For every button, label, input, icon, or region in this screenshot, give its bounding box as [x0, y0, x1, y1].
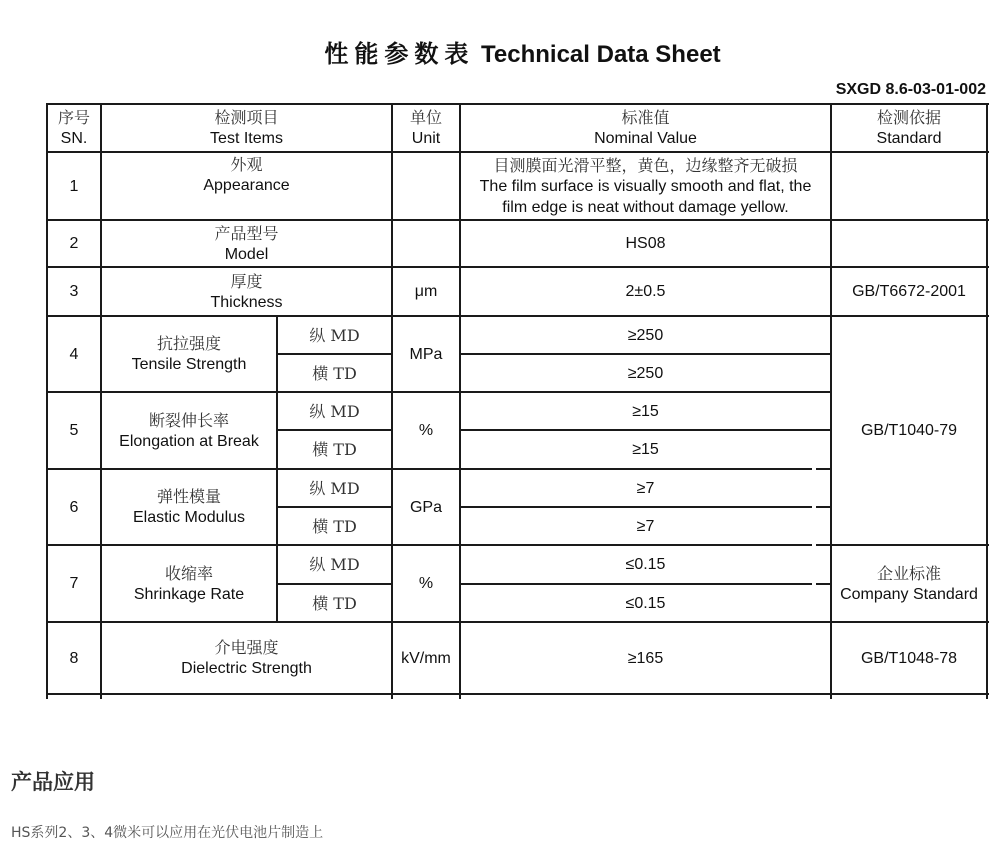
header-test-items: 检测项目 Test Items: [210, 108, 283, 147]
row-7-td-value: ≤0.15: [625, 594, 666, 612]
row-3-value: 2±0.5: [625, 283, 666, 300]
row-7-td-label: 横 TD: [312, 593, 357, 613]
row-8-unit: kV/mm: [401, 649, 451, 667]
row-1-standard: [832, 153, 986, 219]
row-7-unit: %: [418, 575, 434, 592]
row-1-value: 目测膜面光滑平整，黄色，边缘整齐无破损 The film surface is visually smooth and flat, the film edge is neat without damage yellow.: [479, 155, 812, 216]
row-3-standard: GB/T6672-2001: [852, 283, 966, 300]
sheet-title-cn: 性能参数表: [324, 40, 475, 68]
row-4-item: 抗拉强度 Tensile Strength: [131, 334, 247, 373]
row-1-unit: [393, 153, 459, 219]
row-4-md-label: 纵 MD: [309, 325, 360, 345]
row-4-td-value: ≥250: [627, 364, 664, 382]
row-6-md-label: 纵 MD: [309, 478, 360, 498]
row-6-sn: 6: [69, 498, 79, 516]
row-1-sn: 1: [69, 177, 79, 195]
row-4-md-value: ≥250: [627, 326, 664, 344]
row-8-standard: GB/T1048-78: [860, 649, 958, 667]
row-8-item: 介电强度 Dielectric Strength: [181, 638, 312, 677]
row-3-item: 厚度 Thickness: [210, 271, 283, 311]
row-5-td-label: 横 TD: [312, 440, 357, 459]
row-3-unit: μm: [414, 283, 438, 300]
row-4-sn: 4: [69, 345, 79, 363]
document-number: SXGD 8.6-03-01-002: [835, 81, 986, 98]
row-6-td-label: 横 TD: [312, 516, 357, 536]
row-4-unit: MPa: [409, 345, 443, 363]
row-7-md-value: ≤0.15: [625, 556, 666, 573]
row-2-unit: [393, 221, 459, 266]
header-nominal-value: 标准值 Nominal Value: [594, 108, 697, 147]
row-3-sn: 3: [69, 283, 79, 300]
row-8-sn: 8: [69, 649, 79, 667]
row-2-item: 产品型号 Model: [214, 223, 279, 263]
row-5-md-value: ≥15: [632, 402, 659, 420]
table-border-right: [986, 103, 988, 699]
row-divider: [47, 693, 989, 695]
row-7-item: 收缩率 Shrinkage Rate: [133, 563, 245, 603]
sheet-title-en: Technical Data Sheet: [481, 41, 721, 68]
row-5-md-label: 纵 MD: [309, 401, 360, 421]
row-2-standard: [832, 221, 986, 266]
row-2-value: HS08: [625, 235, 666, 252]
row-6-item: 弹性模量 Elastic Modulus: [132, 487, 246, 526]
header-standard: 检测依据 Standard: [876, 108, 942, 147]
row-6-unit: GPa: [409, 498, 442, 516]
header-sn: 序号 SN.: [57, 108, 90, 147]
row-4-td-label: 横 TD: [312, 363, 357, 383]
row-8-value: ≥165: [627, 649, 664, 667]
row-6-md-value: ≥7: [636, 479, 655, 497]
row-5-unit: %: [418, 422, 434, 439]
row-2-sn: 2: [69, 235, 79, 252]
row-5-sn: 5: [69, 422, 79, 439]
row-7-sn: 7: [69, 575, 79, 592]
application-text: HS系列2、3、4微米可以应用在光伏电池片制造上: [11, 825, 324, 841]
row-5-item: 断裂伸长率 Elongation at Break: [119, 410, 259, 450]
row-7-md-label: 纵 MD: [309, 555, 360, 574]
row-6-td-value: ≥7: [636, 517, 655, 535]
standard-rows-4-6: GB/T1040-79: [860, 422, 958, 439]
application-heading: 产品应用: [11, 770, 95, 794]
standard-row-7: 企业标准 Company Standard: [840, 563, 978, 603]
row-1-item: 外观 Appearance: [203, 155, 290, 194]
header-unit: 单位 Unit: [409, 108, 442, 147]
row-5-td-value: ≥15: [632, 441, 659, 458]
